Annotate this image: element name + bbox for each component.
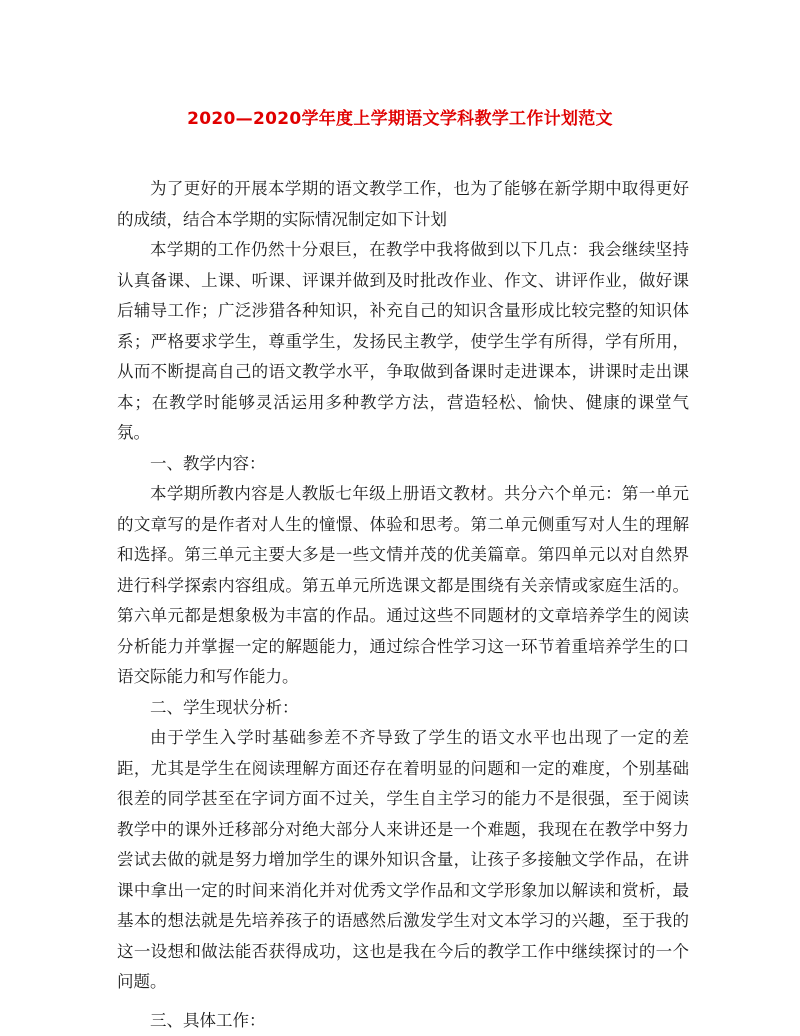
intro-paragraph: 为了更好的开展本学期的语文教学工作，也为了能够在新学期中取得更好的成绩，结合本学期的实际情况制定如下计划	[117, 174, 689, 235]
teaching-content-paragraph: 本学期所教内容是人教版七年级上册语文教材。共分六个单元：第一单元的文章写的是作者对人生的憧憬、体验和思考。第二单元侧重写对人生的理解和选择。第三单元主要大多是一些文情并茂的优美篇章。第四单元以对自然界进行科学探索内容组成。第五单元所选课文都是围绕有关亲情或家庭生活的。第六单元都是想象极为丰富的作品。通过这些不同题材的文章培养学生的阅读分析能力并掌握一定的解题能力，通过综合性学习这一环节着重培养学生的口语交际能力和写作能力。	[117, 479, 689, 693]
work-overview-paragraph: 本学期的工作仍然十分艰巨，在教学中我将做到以下几点：我会继续坚持认真备课、上课、听课、评课并做到及时批改作业、作文、讲评作业，做好课后辅导工作；广泛涉猎各种知识，补充自己的知识含量形成比较完整的知识体系；严格要求学生，尊重学生，发扬民主教学，使学生学有所得，学有所用，从而不断提高自己的语文教学水平，争取做到备课时走进课本，讲课时走出课本；在教学时能够灵活运用多种教学方法，营造轻松、愉快、健康的课堂气氛。	[117, 235, 689, 449]
section-heading-teaching-content: 一、教学内容：	[117, 449, 689, 480]
document-title: 2020—2020学年度上学期语文学科教学工作计划范文	[0, 104, 800, 129]
section-heading-student-analysis: 二、学生现状分析：	[117, 693, 689, 724]
section-heading-specific-work: 三、具体工作：	[117, 1006, 689, 1036]
document-body	[117, 174, 689, 1036]
student-analysis-paragraph: 由于学生入学时基础参差不齐导致了学生的语文水平也出现了一定的差距，尤其是学生在阅读理解方面还存在着明显的问题和一定的难度，个别基础很差的同学甚至在字词方面不过关，学生自主学习的能力不是很强，至于阅读教学中的课外迁移部分对绝大部分人来讲还是一个难题，我现在在教学中努力尝试去做的就是努力增加学生的课外知识含量，让孩子多接触文学作品，在讲课中拿出一定的时间来消化并对优秀文学作品和文学形象加以解读和赏析，最基本的想法就是先培养孩子的语感然后激发学生对文本学习的兴趣，至于我的这一设想和做法能否获得成功，这也是我在今后的教学工作中继续探讨的一个问题。	[117, 723, 689, 998]
